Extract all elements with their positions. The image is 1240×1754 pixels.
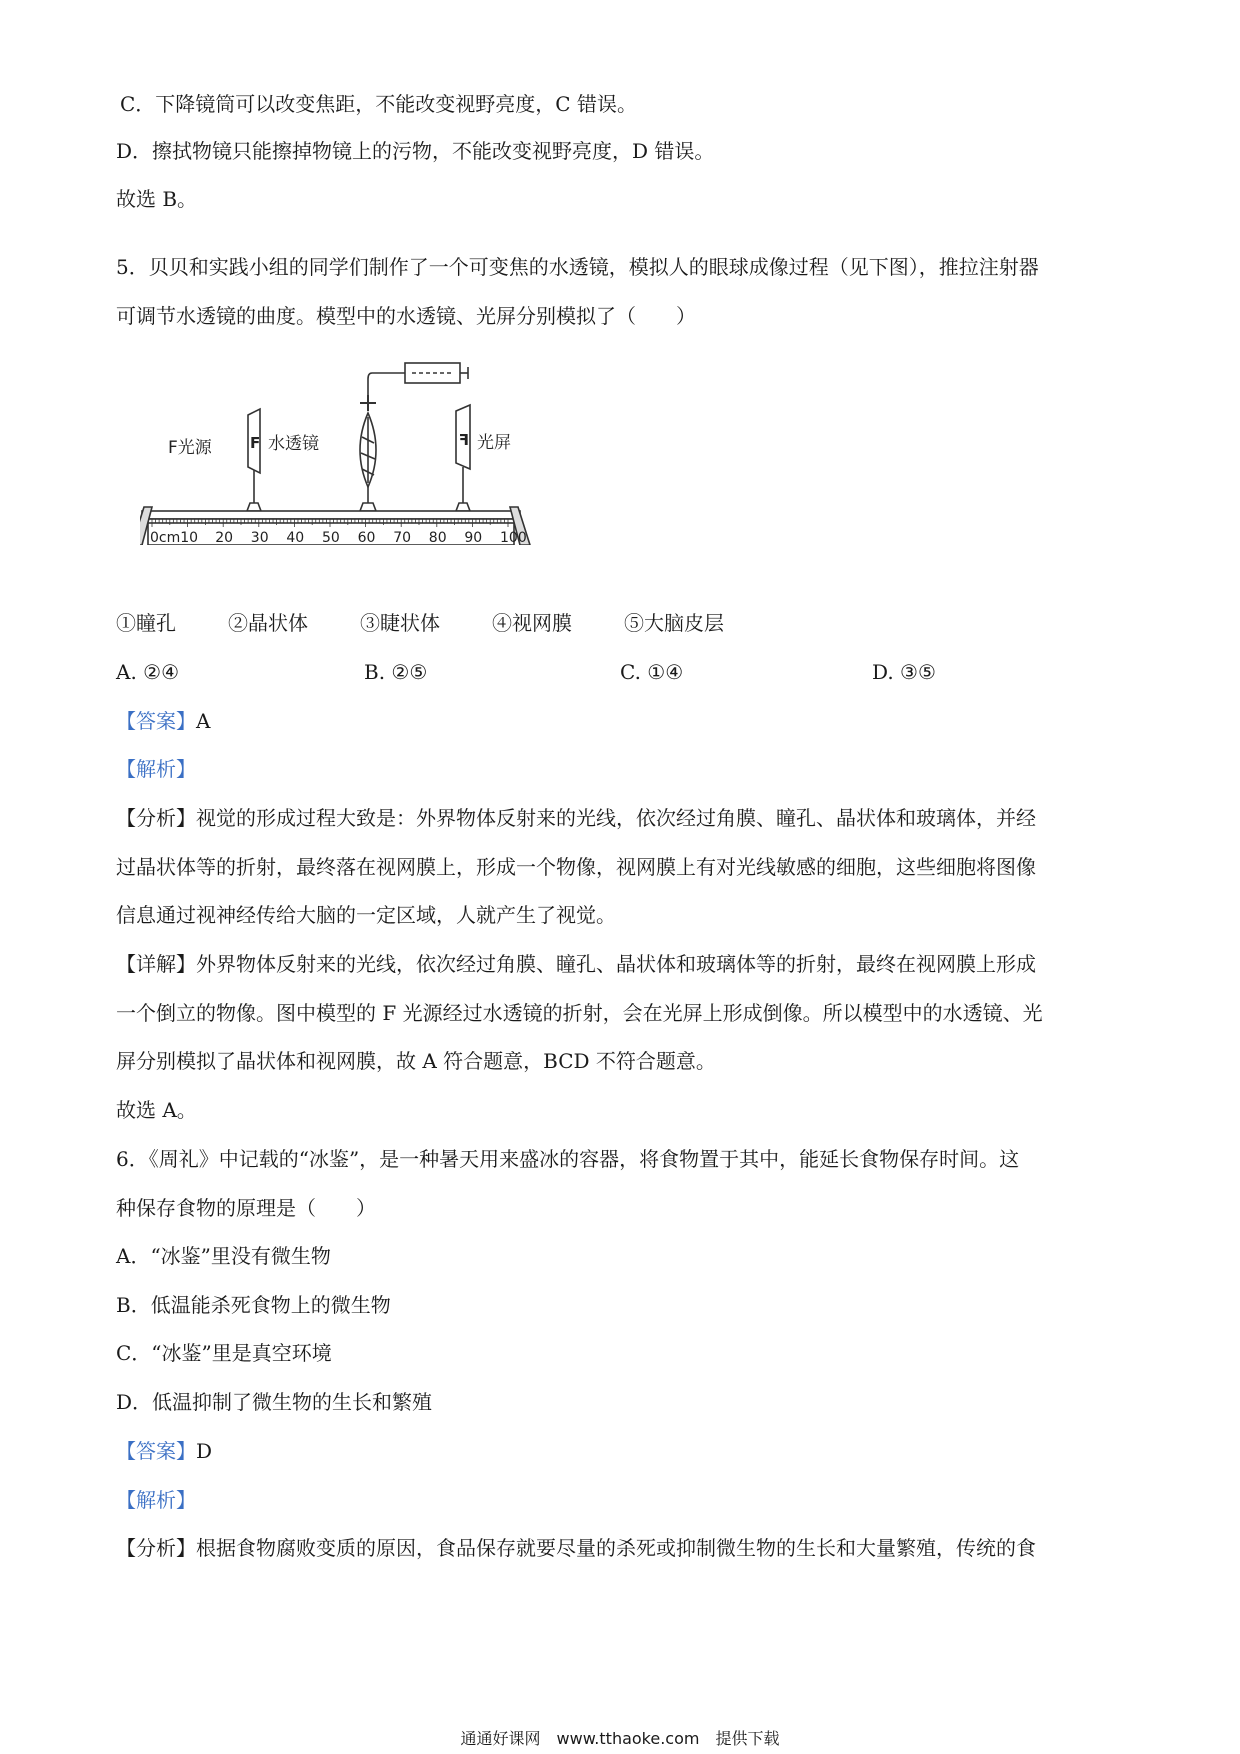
q6-option-d: D．低温抑制了微生物的生长和繁殖 [116,1390,433,1414]
question-5-stem: 可调节水透镜的曲度。模型中的水透镜、光屏分别模拟了（ ） [116,304,696,328]
q5-item: ③睫状体 [360,611,440,635]
fenxi-text: 根据食物腐败变质的原因，食品保存就要尽量的杀死或抑制微生物的生长和大量繁殖，传统的食 [196,1536,1036,1560]
ruler-tick-label: 70 [393,530,412,545]
q5-item: ⑤大脑皮层 [624,611,724,635]
text-line: 故选 A。 [116,1098,197,1122]
page-footer: 通通好课网 www.tthaoke.com 提供下载 [460,1729,780,1748]
text-line: 屏分别模拟了晶状体和视网膜，故 A 符合题意，BCD 不符合题意。 [116,1049,716,1073]
q5-fenxi [116,803,1036,833]
question-6-stem: 种保存食物的原理是（ ） [116,1196,376,1220]
syringe-icon [368,363,468,405]
ruler-tick-label: 20 [215,530,234,545]
q6-option-a: A．“冰鉴”里没有微生物 [116,1244,331,1268]
question-6-stem: 6．《周礼》中记载的“冰鉴”，是一种暑天用来盛冰的容器，将食物置于其中，能延长食物保存时间。这 [116,1147,1020,1171]
label-source: F光源 [168,438,212,458]
fenxi-tag: 【分析】 [116,806,196,830]
q6-option-c: C．“冰鉴”里是真空环境 [116,1341,332,1365]
ruler-tick-label: 0cm10 [150,530,199,545]
q5-option-c: C. ①④ [620,660,684,684]
text-line: 故选 B。 [116,187,198,211]
text-line: 信息通过视神经传给大脑的一定区域，人就产生了视觉。 [116,903,616,927]
q5-jiexi-tag: 【解析】 [116,757,196,781]
light-source-board-icon [247,409,261,511]
ruler-tick-label: 80 [428,530,447,545]
q6-fenxi [116,1533,1036,1563]
q5-item: ②晶状体 [228,611,308,635]
text-line: C．下降镜筒可以改变焦距，不能改变视野亮度，C 错误。 [120,92,637,116]
text-line: D．擦拭物镜只能擦掉物镜上的污物，不能改变视野亮度，D 错误。 [116,139,715,163]
xiangjie-tag: 【详解】 [116,952,196,976]
ruler-tick-label: 100 [500,530,527,545]
answer-tag: 【答案】 [116,709,196,733]
question-5-stem: 5．贝贝和实践小组的同学们制作了一个可变焦的水透镜，模拟人的眼球成像过程（见下图），推拉注射器 [116,255,1039,279]
label-screen: 光屏 [477,433,511,453]
fenxi-tag: 【分析】 [116,1536,196,1560]
q6-option-b: B．低温能杀死食物上的微生物 [116,1293,391,1317]
ruler-tick-label: 50 [322,530,340,545]
water-lens-icon [360,413,376,511]
ruler-tick-label: 30 [250,530,269,545]
answer-value: A [196,709,211,733]
ruler-tick-label: 40 [286,530,305,545]
q5-option-d: D. ③⑤ [872,660,936,684]
ruler-tick-label: 90 [464,530,483,545]
q6-answer [116,1436,212,1466]
q5-xiangjie [116,949,1036,979]
q5-item: ④视网膜 [492,611,572,635]
text-line: 过晶状体等的折射，最终落在视网膜上，形成一个物像，视网膜上有对光线敏感的细胞，这些细胞将图像 [116,855,1036,879]
fenxi-text: 视觉的形成过程大致是：外界物体反射来的光线，依次经过角膜、瞳孔、晶状体和玻璃体，并经 [196,806,1036,830]
q5-item: ①瞳孔 [116,611,176,635]
q5-option-a: A. ②④ [116,660,180,684]
xiangjie-text: 外界物体反射来的光线，依次经过角膜、瞳孔、晶状体和玻璃体等的折射，最终在视网膜上形成 [196,952,1036,976]
ruler-tick-label: 60 [357,530,376,545]
optical-bench-diagram [140,355,580,545]
q5-option-b: B. ②⑤ [364,660,428,684]
label-lens: 水透镜 [268,434,319,454]
q6-jiexi-tag: 【解析】 [116,1488,196,1512]
text-line: 一个倒立的物像。图中模型的 F 光源经过水透镜的折射，会在光屏上形成倒像。所以模型中的水透镜、光 [116,1001,1043,1025]
answer-value: D [196,1439,213,1463]
screen-board-icon [456,405,470,511]
answer-tag: 【答案】 [116,1439,196,1463]
source-letter: F [250,434,261,452]
q5-answer [116,706,210,736]
lens-stem-icon [360,395,376,411]
screen-letter: F [458,431,469,449]
